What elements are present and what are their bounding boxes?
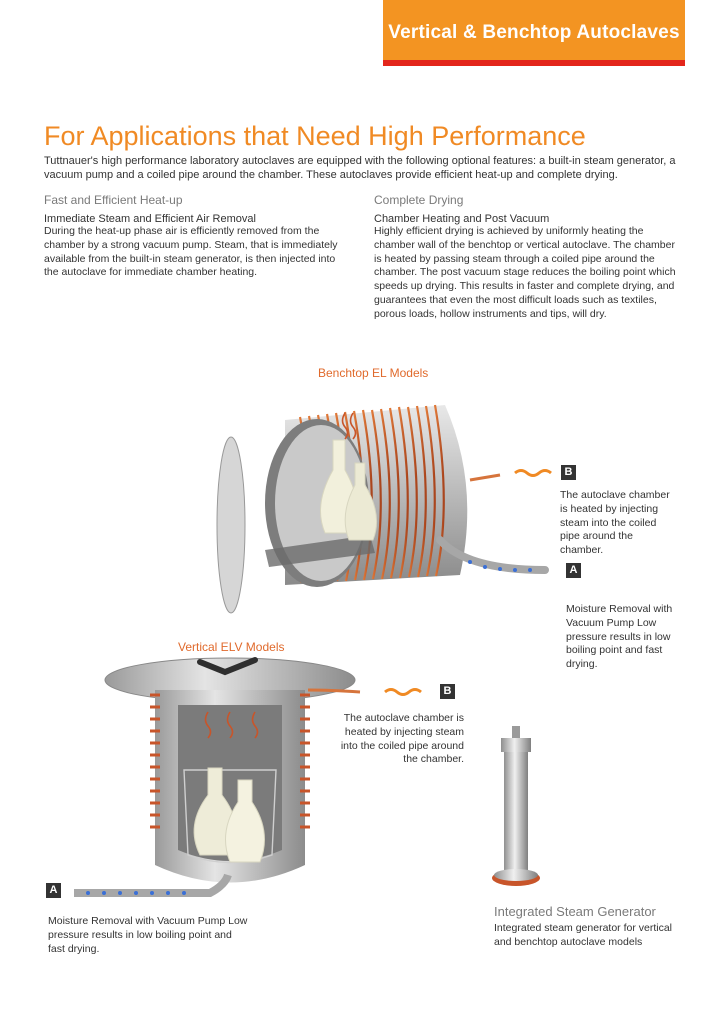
benchtop-autoclave-illustration — [205, 385, 565, 615]
benchtop-badge-b: B — [561, 465, 576, 480]
left-subheading: Immediate Steam and Efficient Air Removal — [44, 213, 256, 225]
right-subheading: Chamber Heating and Post Vacuum — [374, 213, 550, 225]
right-heading: Complete Drying — [374, 193, 464, 207]
benchtop-badge-a: A — [566, 563, 581, 578]
right-body: Highly efficient drying is achieved by uniformly heating the chamber wall of the benchtop or vertical autoclave. The chamber is heated by passing steam through a coiled pipe around the chamber. The post vacuum stage reduces the boiling point which speeds up drying. This results in faster and complete drying, and guarantees that even the most difficult loads such as textiles, porous loads, hollow instruments and tips, will dry. — [374, 225, 676, 320]
left-column — [44, 193, 352, 280]
vertical-autoclave-illustration — [60, 650, 440, 905]
vertical-text-a: Moisture Removal with Vacuum Pump Low pressure results in low boiling point and fast drying. — [48, 915, 248, 955]
vertical-badge-b: B — [440, 684, 455, 699]
benchtop-text-a: Moisture Removal with Vacuum Pump Low pressure results in low boiling point and fast drying. — [566, 603, 673, 671]
page-title: For Applications that Need High Performance — [44, 121, 586, 151]
steam-generator-illustration — [486, 724, 546, 894]
benchtop-caption: Benchtop EL Models — [318, 366, 429, 380]
benchtop-text-b: The autoclave chamber is heated by injecting steam into the coiled pipe around the chamber. — [560, 489, 670, 557]
header-accent-line — [383, 60, 685, 66]
generator-caption: Integrated Steam Generator — [494, 904, 656, 919]
intro-paragraph: Tuttnauer's high performance laboratory autoclaves are equipped with the following optional features: a built-in steam generator, a vacuum pump and a coiled pipe around the chamber. These autoclaves provide efficient heat-up and complete drying. — [44, 155, 676, 181]
generator-text: Integrated steam generator for vertical and benchtop autoclave models — [494, 922, 673, 948]
vertical-text-b: The autoclave chamber is heated by injecting steam into the coiled pipe around the chamber. — [340, 712, 464, 766]
left-body: During the heat-up phase air is efficiently removed from the chamber by a strong vacuum pump. Steam, that is immediately available from the built-in steam generator, is then injected into the autoclave for immediate chamber heating. — [44, 225, 338, 279]
vertical-badge-a: A — [46, 883, 61, 898]
banner-title: Vertical & Benchtop Autoclaves — [388, 22, 680, 43]
vertical-caption: Vertical ELV Models — [178, 640, 285, 654]
left-heading: Fast and Efficient Heat-up — [44, 193, 183, 207]
right-column — [374, 193, 684, 322]
